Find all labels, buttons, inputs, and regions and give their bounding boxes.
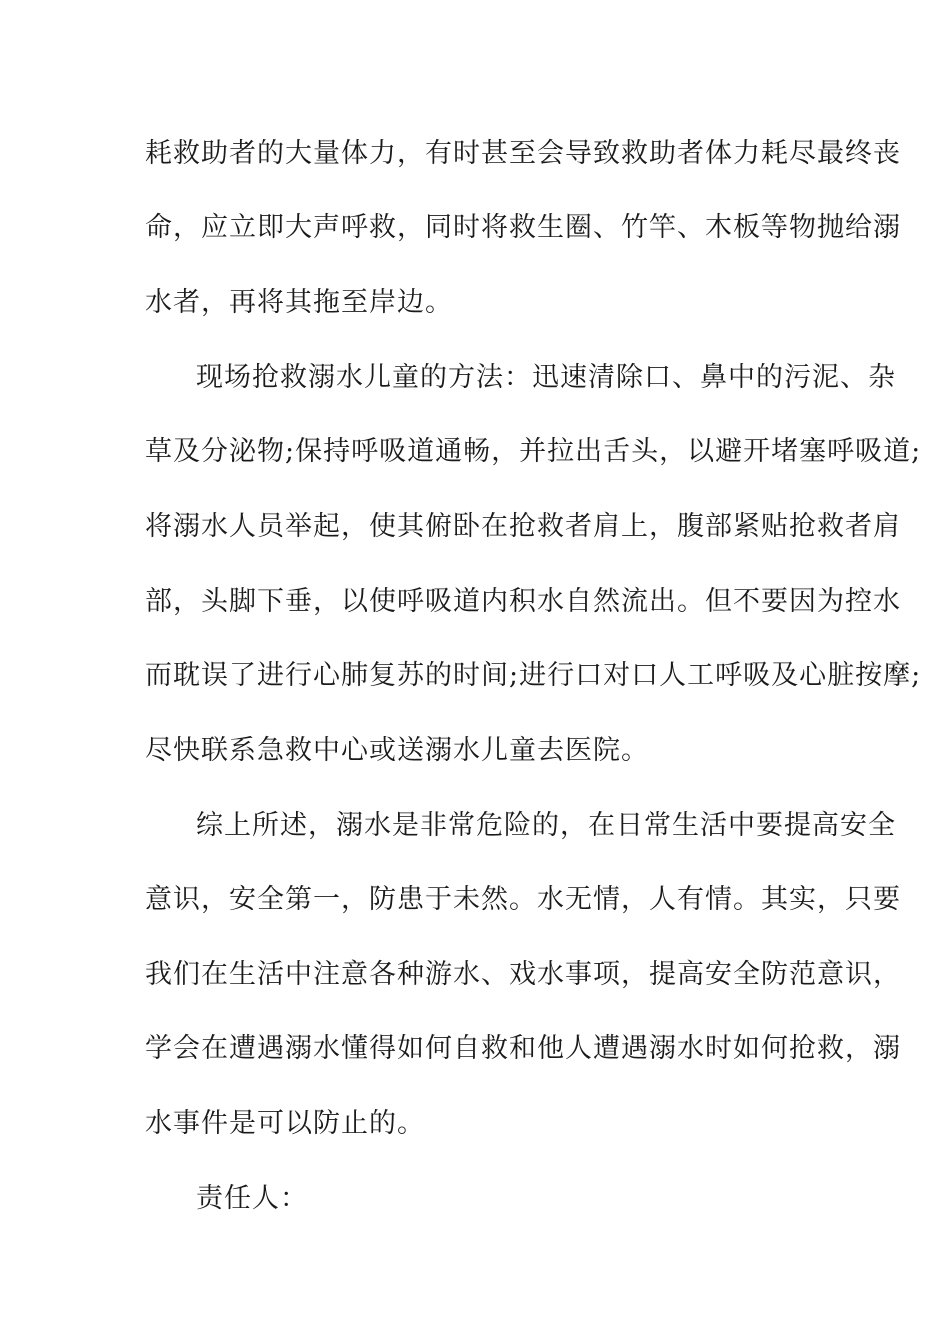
- paragraph-line: 我们在生活中注意各种游水、戏水事项，提高安全防范意识，: [145, 959, 901, 990]
- paragraph-line: 草及分泌物;保持呼吸道通畅，并拉出舌头，以避开堵塞呼吸道;: [145, 436, 922, 467]
- paragraph-line: 水者，再将其拖至岸边。: [145, 287, 453, 318]
- paragraph-line: 耗救助者的大量体力，有时甚至会导致救助者体力耗尽最终丧: [145, 138, 901, 169]
- paragraph-line: 现场抢救溺水儿童的方法：迅速清除口、鼻中的污泥、杂: [196, 362, 896, 393]
- paragraph-line: 命，应立即大声呼救，同时将救生圈、竹竿、木板等物抛给溺: [145, 212, 901, 243]
- paragraph-line: 学会在遭遇溺水懂得如何自救和他人遭遇溺水时如何抢救，溺: [145, 1033, 901, 1064]
- signature-label: 责任人：: [196, 1183, 308, 1214]
- paragraph-line: 部，头脚下垂，以使呼吸道内积水自然流出。但不要因为控水: [145, 586, 901, 617]
- paragraph-line: 水事件是可以防止的。: [145, 1108, 425, 1139]
- paragraph-line: 将溺水人员举起，使其俯卧在抢救者肩上，腹部紧贴抢救者肩: [145, 511, 901, 542]
- paragraph-line: 意识，安全第一，防患于未然。水无情，人有情。其实，只要: [145, 884, 901, 915]
- paragraph-line: 综上所述，溺水是非常危险的，在日常生活中要提高安全: [196, 810, 896, 841]
- paragraph-line: 尽快联系急救中心或送溺水儿童去医院。: [145, 735, 649, 766]
- paragraph-line: 而耽误了进行心肺复苏的时间;进行口对口人工呼吸及心脏按摩;: [145, 660, 922, 691]
